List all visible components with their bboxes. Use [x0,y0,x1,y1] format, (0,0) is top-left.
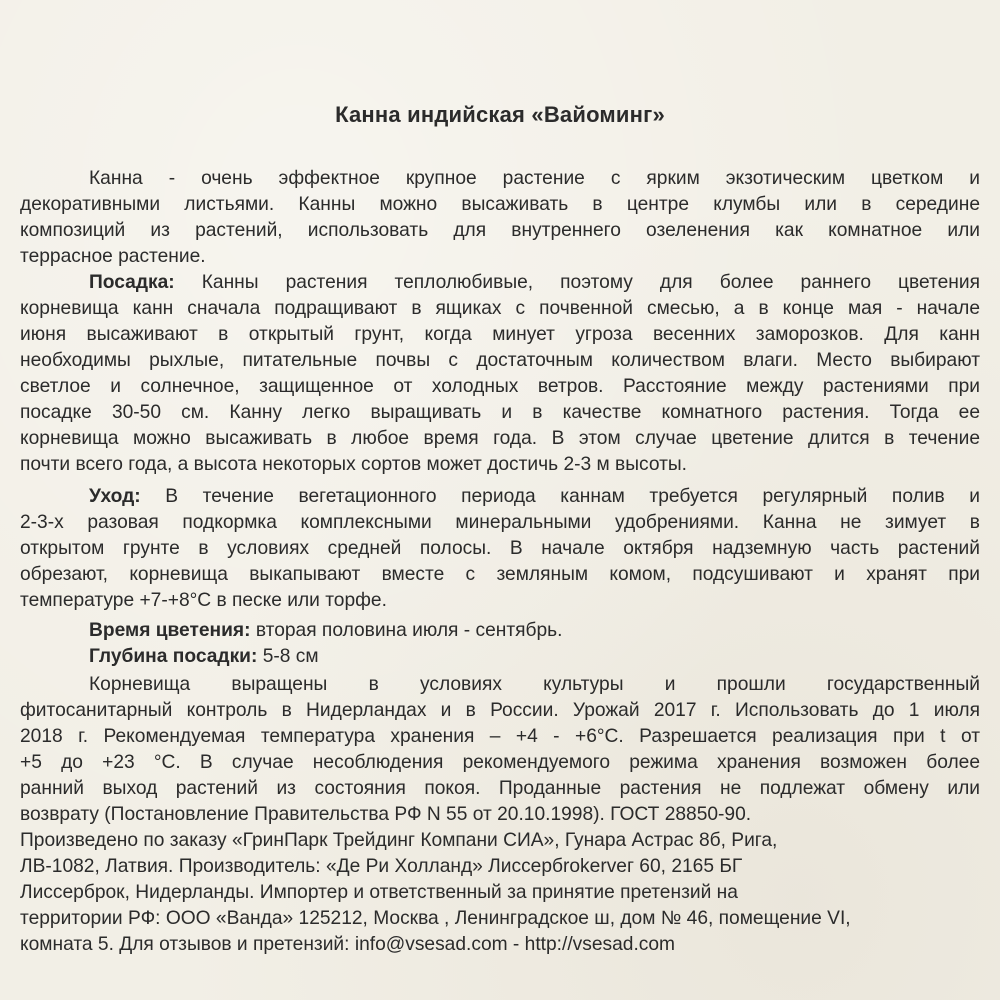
producer-line: Произведено по заказу «ГринПарк Трейдинг Компани СИА», Гунара Астрас 8б, Рига, [20,830,778,851]
info-line: 2018 г. Рекомендуемая температура хранения – +4 - +6°С. Разрешается реализация при t от [20,726,980,747]
care-line: обрезают, корневища выкапывают вместе с земляным комом, подсушивают и хранят при [20,564,980,585]
planting-label: Посадка: [89,272,175,293]
document-title: Канна индийская «Вайоминг» [335,102,665,127]
bloom-value: вторая половина июля - сентябрь. [250,620,563,641]
planting-first-line [89,270,980,296]
info-line: возврату (Постановление Правительства РФ N 55 от 20.10.1998). ГОСТ 28850-90. [20,804,752,825]
bloom-line [89,618,980,644]
depth-label: Глубина посадки: [89,646,258,667]
care-first-line [89,484,980,510]
planting-line: корневища можно высаживать в любое время года. В этом случае цветение длится в течение [20,428,980,449]
planting-line: посадке 30-50 см. Канну легко выращивать и в качестве комнатного растения. Тогда ее [20,402,980,423]
intro-line: декоративными листьями. Канны можно высаживать в центре клумбы или в середине [20,194,980,215]
info-line: +5 до +23 °С. В случае несоблюдения рекомендуемого режима хранения возможен более [20,752,980,773]
planting-line: корневища канн сначала подращивают в ящиках с почвенной смесью, а в конце мая - начале [20,298,980,319]
producer-line: территории РФ: ООО «Ванда» 125212, Москва , Ленинградское ш, дом № 46, помещение VI, [20,908,851,929]
intro-line: композиций из растений, использовать для внутреннего озеленения как комнатное или [20,220,980,241]
care-label: Уход: [89,486,141,507]
info-line: фитосанитарный контроль в Нидерландах и в России. Урожай 2017 г. Использовать до 1 июля [20,700,980,721]
care-text: В течение вегетационного периода каннам требуется регулярный полив и [140,486,980,507]
care-line: 2-3-х разовая подкормка комплексными минеральными удобрениями. Канна не зимует в [20,512,980,533]
care-line: температуре +7-+8°С в песке или торфе. [20,590,387,611]
planting-line: светлое и солнечное, защищенное от холодных ветров. Расстояние между растениями при [20,376,980,397]
bloom-label: Время цветения: [89,620,251,641]
intro-line: террасное растение. [20,246,206,267]
producer-line: комната 5. Для отзывов и претензий: info@vsesad.com - http://vsesad.com [20,934,676,955]
planting-text: Канны растения теплолюбивые, поэтому для более раннего цветения [174,272,980,293]
depth-value: 5-8 см [257,646,319,667]
info-line: Корневища выращены в условиях культуры и прошли государственный [89,674,980,695]
care-line: открытом грунте в условиях средней полосы. В начале октября надземную часть растений [20,538,980,559]
producer-line: Лиссерброк, Нидерланды. Импортер и ответственный за принятие претензий на [20,882,738,903]
info-line: ранний выход растений из состояния покоя. Проданные растения не подлежат обмену или [20,778,980,799]
planting-line: июня высаживают в открытый грунт, когда минует угроза весенних заморозков. Для канн [20,324,980,345]
producer-line: ЛВ-1082, Латвия. Производитель: «Де Ри Холланд» Лиссербrokervег 60, 2165 БГ [20,856,743,877]
intro-line: Канна - очень эффектное крупное растение с ярким экзотическим цветком и [89,168,980,189]
planting-line: почти всего года, а высота некоторых сортов может достичь 2-3 м высоты. [20,454,687,475]
depth-line [89,644,980,670]
planting-line: необходимы рыхлые, питательные почвы с достаточным количеством влаги. Место выбирают [20,350,980,371]
